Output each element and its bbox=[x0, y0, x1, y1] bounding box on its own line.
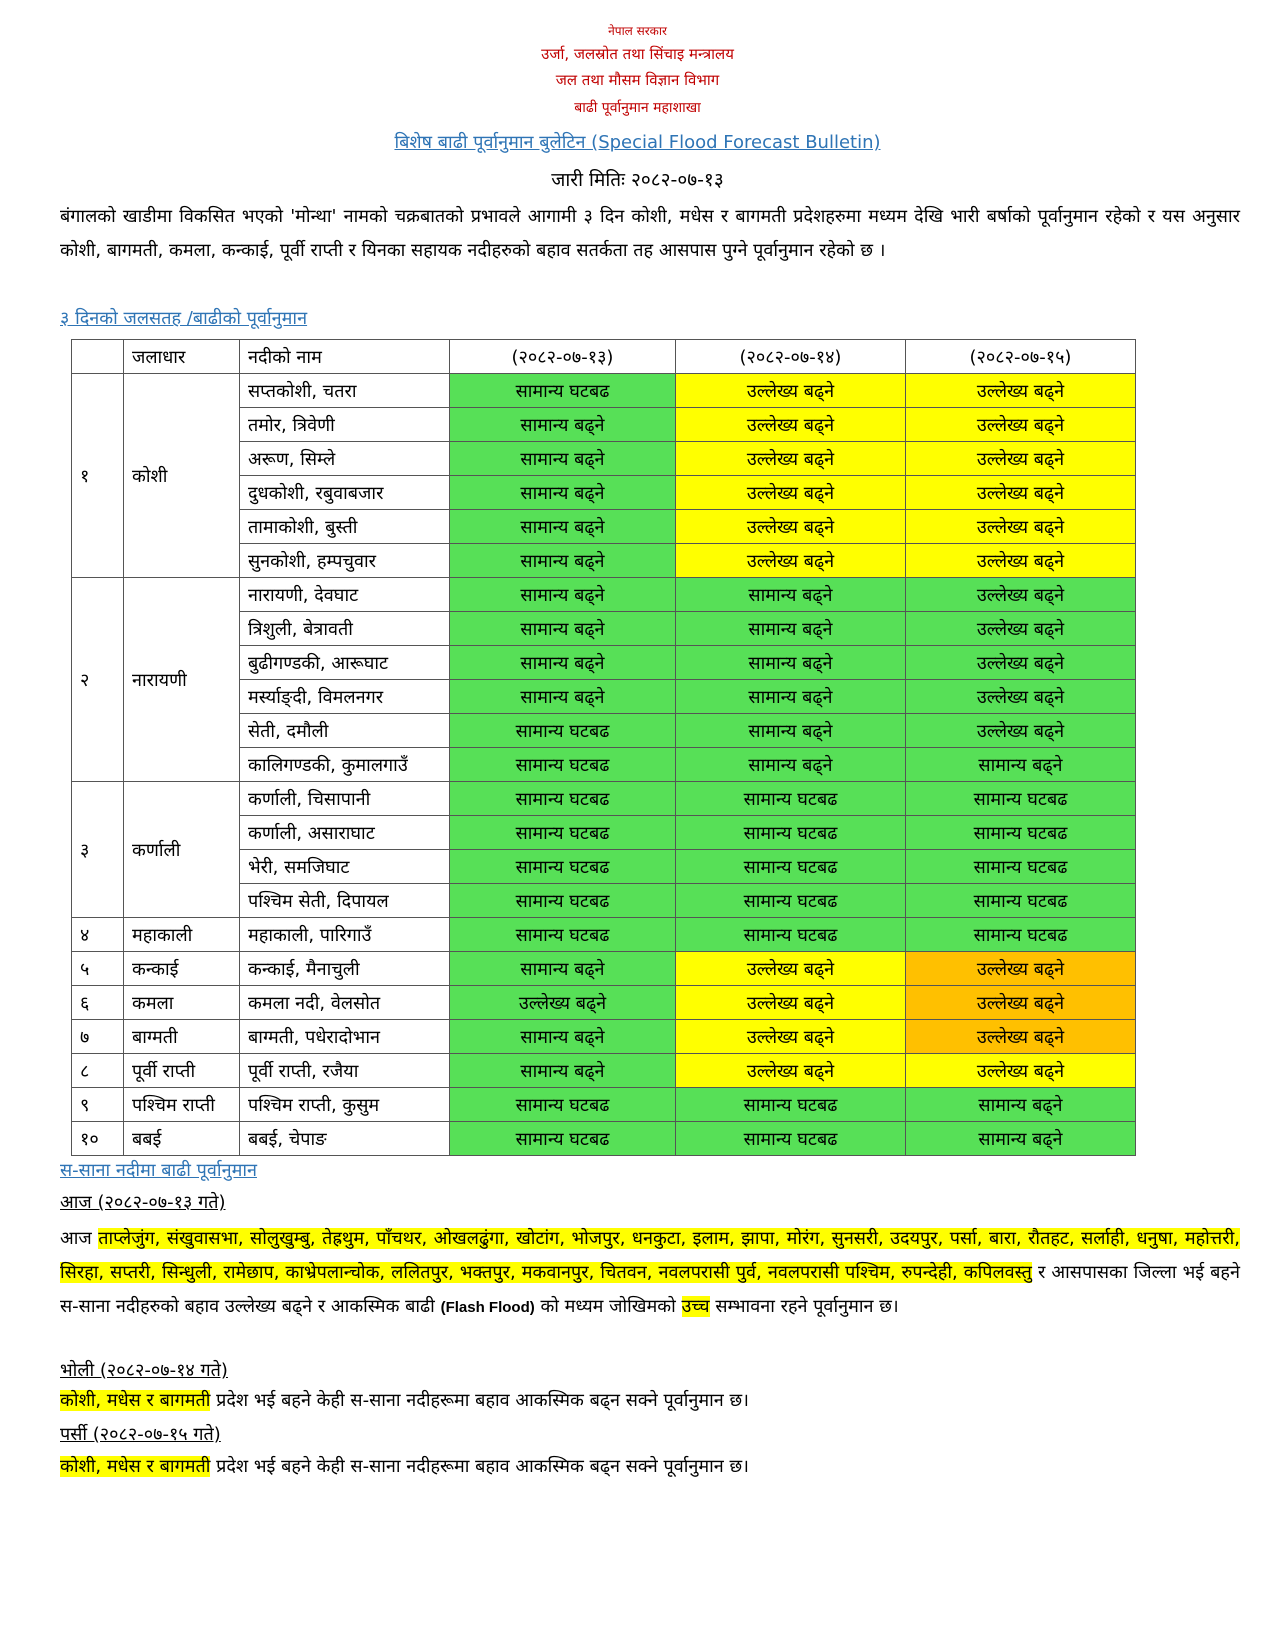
forecast-status-day3: उल्लेख्य बढ्ने bbox=[906, 646, 1136, 680]
table-row bbox=[72, 374, 1136, 408]
basin-name: कमला bbox=[124, 986, 240, 1020]
forecast-status-day2: उल्लेख्य बढ्ने bbox=[676, 986, 906, 1020]
forecast-status-day1: सामान्य घटबढ bbox=[450, 748, 676, 782]
forecast-status-day2: उल्लेख्य बढ्ने bbox=[676, 510, 906, 544]
forecast-status-day2: उल्लेख्य बढ्ने bbox=[676, 442, 906, 476]
forecast-status-day2: सामान्य घटबढ bbox=[676, 816, 906, 850]
col-header-river: नदीको नाम bbox=[240, 340, 450, 374]
tomorrow-text: प्रदेश भई बहने केही स-साना नदीहरूमा बहाव आकस्मिक बढ्न सक्ने पूर्वानुमान छ। bbox=[210, 1390, 749, 1411]
forecast-status-day1: सामान्य बढ्ने bbox=[450, 1054, 676, 1088]
river-station: कर्णाली, चिसापानी bbox=[240, 782, 450, 816]
forecast-status-day1: सामान्य घटबढ bbox=[450, 918, 676, 952]
forecast-status-day3: सामान्य घटबढ bbox=[906, 816, 1136, 850]
river-station: भेरी, समजिघाट bbox=[240, 850, 450, 884]
today-paragraph bbox=[60, 1222, 1240, 1325]
river-station: सुनकोशी, हम्पचुवार bbox=[240, 544, 450, 578]
day-after-paragraph bbox=[60, 1454, 749, 1478]
today-middle: र आसपासका जिल्ला भई बहने स-साना नदीहरुको बहाव उल्लेख्य बढ्ने र आकस्मिक बाढी bbox=[60, 1262, 1240, 1317]
intro-paragraph: बंगालको खाडीमा विकसित भएको 'मोन्था' नामको चक्रबातको प्रभावले आगामी ३ दिन कोशी, मधेस र बागमती प्रदेशहरुमा मध्यम देखि भारी बर्षाको पूर्वानुमान रहेको र यस अनुसार कोशी, बागमती, कमला, कन्काई, पूर्वी राप्ती र यिनका सहायक नदीहरुको बहाव सतर्कता तह आसपास पुग्ने पूर्वानुमान रहेको छ । bbox=[60, 206, 1240, 261]
river-station: कन्काई, मैनाचुली bbox=[240, 952, 450, 986]
forecast-status-day2: सामान्य घटबढ bbox=[676, 1122, 906, 1156]
river-station: कालिगण्डकी, कुमालगाउँ bbox=[240, 748, 450, 782]
table-row bbox=[72, 1020, 1136, 1054]
forecast-status-day3: उल्लेख्य बढ्ने bbox=[906, 374, 1136, 408]
table-row bbox=[72, 782, 1136, 816]
river-station: पश्चिम राप्ती, कुसुम bbox=[240, 1088, 450, 1122]
river-station: पूर्वी राप्ती, रजैया bbox=[240, 1054, 450, 1088]
basin-name: महाकाली bbox=[124, 918, 240, 952]
forecast-status-day2: सामान्य घटबढ bbox=[676, 782, 906, 816]
table-row bbox=[72, 578, 1136, 612]
forecast-status-day1: सामान्य बढ्ने bbox=[450, 952, 676, 986]
table-row bbox=[72, 1054, 1136, 1088]
basin-number: ८ bbox=[72, 1054, 124, 1088]
tomorrow-paragraph bbox=[60, 1388, 749, 1412]
tomorrow-heading: भोली (२०८२-०७-१४ गते) bbox=[60, 1360, 228, 1381]
forecast-status-day2: उल्लेख्य बढ्ने bbox=[676, 544, 906, 578]
forecast-status-day1: उल्लेख्य बढ्ने bbox=[450, 986, 676, 1020]
forecast-status-day3: सामान्य बढ्ने bbox=[906, 748, 1136, 782]
river-station: दुधकोशी, रबुवाबजार bbox=[240, 476, 450, 510]
basin-name: पश्चिम राप्ती bbox=[124, 1088, 240, 1122]
forecast-status-day2: सामान्य बढ्ने bbox=[676, 714, 906, 748]
forecast-status-day2: उल्लेख्य बढ्ने bbox=[676, 408, 906, 442]
river-station: सप्तकोशी, चतरा bbox=[240, 374, 450, 408]
today-districts: ताप्लेजुंग, संखुवासभा, सोलुखुम्बु, तेह्रथुम, पाँचथर, ओखलढुंगा, खोटांग, भोजपुर, धनकुटा, इलाम, झापा, मोरंग, सुनसरी, उदयपुर, पर्सा, बारा, रौतहट, सर्लाही, धनुषा, महोत्तरी, सिरहा, सप्तरी, सिन्धुली, रामेछाप, काभ्रेपलान्चोक, ललितपुर, भक्तपुर, मकवानपुर, चितवन, नवलपरासी पुर्व, नवलपरासी पश्चिम, रुपन्देही, कपिलवस्तु bbox=[60, 1228, 1240, 1283]
river-station: बबई, चेपाङ bbox=[240, 1122, 450, 1156]
forecast-status-day3: उल्लेख्य बढ्ने bbox=[906, 510, 1136, 544]
river-station: बुढीगण्डकी, आरूघाट bbox=[240, 646, 450, 680]
day-after-text: प्रदेश भई बहने केही स-साना नदीहरूमा बहाव आकस्मिक बढ्न सक्ने पूर्वानुमान छ। bbox=[210, 1456, 749, 1477]
river-station: मर्स्याङ्दी, विमलनगर bbox=[240, 680, 450, 714]
forecast-status-day2: सामान्य घटबढ bbox=[676, 1088, 906, 1122]
forecast-status-day3: सामान्य घटबढ bbox=[906, 850, 1136, 884]
day-after-provinces: कोशी, मधेस र बागमती bbox=[60, 1456, 211, 1477]
forecast-status-day3: सामान्य घटबढ bbox=[906, 918, 1136, 952]
river-station: कमला नदी, वेलसोत bbox=[240, 986, 450, 1020]
government-name: नेपाल सरकार bbox=[608, 24, 667, 38]
river-station: कर्णाली, असाराघाट bbox=[240, 816, 450, 850]
river-station: तामाकोशी, बुस्ती bbox=[240, 510, 450, 544]
forecast-status-day3: उल्लेख्य बढ्ने bbox=[906, 408, 1136, 442]
table-body bbox=[72, 374, 1136, 1156]
ministry-name: उर्जा, जलस्रोत तथा सिंचाइ मन्त्रालय bbox=[541, 45, 734, 63]
forecast-status-day1: सामान्य घटबढ bbox=[450, 374, 676, 408]
small-rivers-heading: स-साना नदीमा बाढी पूर्वानुमान bbox=[60, 1160, 257, 1181]
forecast-status-day3: उल्लेख्य बढ्ने bbox=[906, 986, 1136, 1020]
forecast-status-day1: सामान्य बढ्ने bbox=[450, 612, 676, 646]
river-station: नारायणी, देवघाट bbox=[240, 578, 450, 612]
basin-number: २ bbox=[72, 578, 124, 782]
forecast-status-day1: सामान्य बढ्ने bbox=[450, 578, 676, 612]
table-row bbox=[72, 918, 1136, 952]
table-row bbox=[72, 1122, 1136, 1156]
basin-name: बाग्मती bbox=[124, 1020, 240, 1054]
today-end: सम्भावना रहने पूर्वानुमान छ। bbox=[709, 1296, 899, 1317]
basin-name: पूर्वी राप्ती bbox=[124, 1054, 240, 1088]
day-after-heading: पर्सी (२०८२-०७-१५ गते) bbox=[60, 1424, 221, 1445]
forecast-status-day1: सामान्य बढ्ने bbox=[450, 442, 676, 476]
col-header-basin: जलाधार bbox=[124, 340, 240, 374]
basin-name: कन्काई bbox=[124, 952, 240, 986]
forecast-status-day3: उल्लेख्य बढ्ने bbox=[906, 1020, 1136, 1054]
forecast-status-day1: सामान्य घटबढ bbox=[450, 1122, 676, 1156]
forecast-status-day3: उल्लेख्य बढ्ने bbox=[906, 476, 1136, 510]
forecast-status-day3: उल्लेख्य बढ्ने bbox=[906, 714, 1136, 748]
forecast-status-day3: उल्लेख्य बढ्ने bbox=[906, 680, 1136, 714]
basin-name: नारायणी bbox=[124, 578, 240, 782]
basin-number: ९ bbox=[72, 1088, 124, 1122]
forecast-status-day2: उल्लेख्य बढ्ने bbox=[676, 952, 906, 986]
forecast-status-day2: उल्लेख्य बढ्ने bbox=[676, 374, 906, 408]
forecast-status-day1: सामान्य बढ्ने bbox=[450, 1020, 676, 1054]
forecast-status-day2: सामान्य बढ्ने bbox=[676, 680, 906, 714]
basin-name: कर्णाली bbox=[124, 782, 240, 918]
forecast-table-heading: ३ दिनको जलसतह /बाढीको पूर्वानुमान bbox=[60, 308, 308, 329]
basin-name: कोशी bbox=[124, 374, 240, 578]
river-station: अरूण, सिम्ले bbox=[240, 442, 450, 476]
department-name: जल तथा मौसम विज्ञान विभाग bbox=[555, 71, 720, 89]
basin-name: बबई bbox=[124, 1122, 240, 1156]
forecast-status-day2: सामान्य घटबढ bbox=[676, 850, 906, 884]
forecast-status-day3: उल्लेख्य बढ्ने bbox=[906, 952, 1136, 986]
forecast-status-day3: सामान्य घटबढ bbox=[906, 884, 1136, 918]
forecast-status-day1: सामान्य बढ्ने bbox=[450, 544, 676, 578]
basin-number: १० bbox=[72, 1122, 124, 1156]
forecast-status-day2: सामान्य बढ्ने bbox=[676, 646, 906, 680]
issue-date: जारी मितिः २०८२-०७-१३ bbox=[551, 169, 724, 191]
forecast-status-day2: सामान्य बढ्ने bbox=[676, 748, 906, 782]
tomorrow-provinces: कोशी, मधेस र बागमती bbox=[60, 1390, 211, 1411]
table-row bbox=[72, 986, 1136, 1020]
forecast-status-day1: सामान्य बढ्ने bbox=[450, 646, 676, 680]
col-header-number bbox=[72, 340, 124, 374]
forecast-table bbox=[71, 339, 1136, 1156]
river-station: त्रिशुली, बेत्रावती bbox=[240, 612, 450, 646]
today-heading: आज (२०८२-०७-१३ गते) bbox=[60, 1192, 226, 1213]
forecast-status-day1: सामान्य बढ्ने bbox=[450, 680, 676, 714]
forecast-status-day1: सामान्य बढ्ने bbox=[450, 476, 676, 510]
forecast-status-day1: सामान्य घटबढ bbox=[450, 816, 676, 850]
forecast-status-day2: उल्लेख्य बढ्ने bbox=[676, 476, 906, 510]
forecast-status-day2: सामान्य घटबढ bbox=[676, 918, 906, 952]
forecast-status-day2: सामान्य बढ्ने bbox=[676, 612, 906, 646]
col-header-day2: (२०८२-०७-१४) bbox=[676, 340, 906, 374]
today-prefix: आज bbox=[60, 1228, 92, 1249]
forecast-status-day3: उल्लेख्य बढ्ने bbox=[906, 612, 1136, 646]
forecast-status-day2: उल्लेख्य बढ्ने bbox=[676, 1054, 906, 1088]
col-header-day1: (२०८२-०७-१३) bbox=[450, 340, 676, 374]
basin-number: ५ bbox=[72, 952, 124, 986]
forecast-status-day2: उल्लेख्य बढ्ने bbox=[676, 1020, 906, 1054]
forecast-status-day3: उल्लेख्य बढ्ने bbox=[906, 1054, 1136, 1088]
forecast-status-day2: सामान्य बढ्ने bbox=[676, 578, 906, 612]
river-station: तमोर, त्रिवेणी bbox=[240, 408, 450, 442]
forecast-status-day1: सामान्य घटबढ bbox=[450, 1088, 676, 1122]
basin-number: ४ bbox=[72, 918, 124, 952]
high-risk-word: उच्च bbox=[681, 1296, 710, 1317]
forecast-status-day3: सामान्य बढ्ने bbox=[906, 1122, 1136, 1156]
basin-number: १ bbox=[72, 374, 124, 578]
forecast-status-day1: सामान्य घटबढ bbox=[450, 782, 676, 816]
division-name: बाढी पूर्वानुमान महाशाखा bbox=[574, 100, 701, 116]
river-station: सेती, दमौली bbox=[240, 714, 450, 748]
table-row bbox=[72, 952, 1136, 986]
river-station: बाग्मती, पधेरादोभान bbox=[240, 1020, 450, 1054]
forecast-status-day1: सामान्य बढ्ने bbox=[450, 408, 676, 442]
table-row bbox=[72, 1088, 1136, 1122]
forecast-status-day3: उल्लेख्य बढ्ने bbox=[906, 578, 1136, 612]
bulletin-title: बिशेष बाढी पूर्वानुमान बुलेटिन (Special Flood Forecast Bulletin) bbox=[394, 132, 881, 153]
flash-flood-term: (Flash Flood) bbox=[440, 1299, 535, 1316]
river-station: महाकाली, पारिगाउँ bbox=[240, 918, 450, 952]
col-header-day3: (२०८२-०७-१५) bbox=[906, 340, 1136, 374]
forecast-status-day1: सामान्य बढ्ने bbox=[450, 510, 676, 544]
basin-number: ७ bbox=[72, 1020, 124, 1054]
basin-number: ३ bbox=[72, 782, 124, 918]
forecast-status-day3: उल्लेख्य बढ्ने bbox=[906, 442, 1136, 476]
river-station: पश्चिम सेती, दिपायल bbox=[240, 884, 450, 918]
forecast-status-day2: सामान्य घटबढ bbox=[676, 884, 906, 918]
forecast-status-day1: सामान्य घटबढ bbox=[450, 850, 676, 884]
forecast-status-day3: सामान्य घटबढ bbox=[906, 782, 1136, 816]
forecast-status-day1: सामान्य घटबढ bbox=[450, 714, 676, 748]
today-after-flash: को मध्यम जोखिमको bbox=[534, 1296, 682, 1317]
forecast-status-day1: सामान्य घटबढ bbox=[450, 884, 676, 918]
forecast-status-day3: उल्लेख्य बढ्ने bbox=[906, 544, 1136, 578]
forecast-status-day3: सामान्य बढ्ने bbox=[906, 1088, 1136, 1122]
basin-number: ६ bbox=[72, 986, 124, 1020]
table-header-row bbox=[72, 340, 1136, 374]
